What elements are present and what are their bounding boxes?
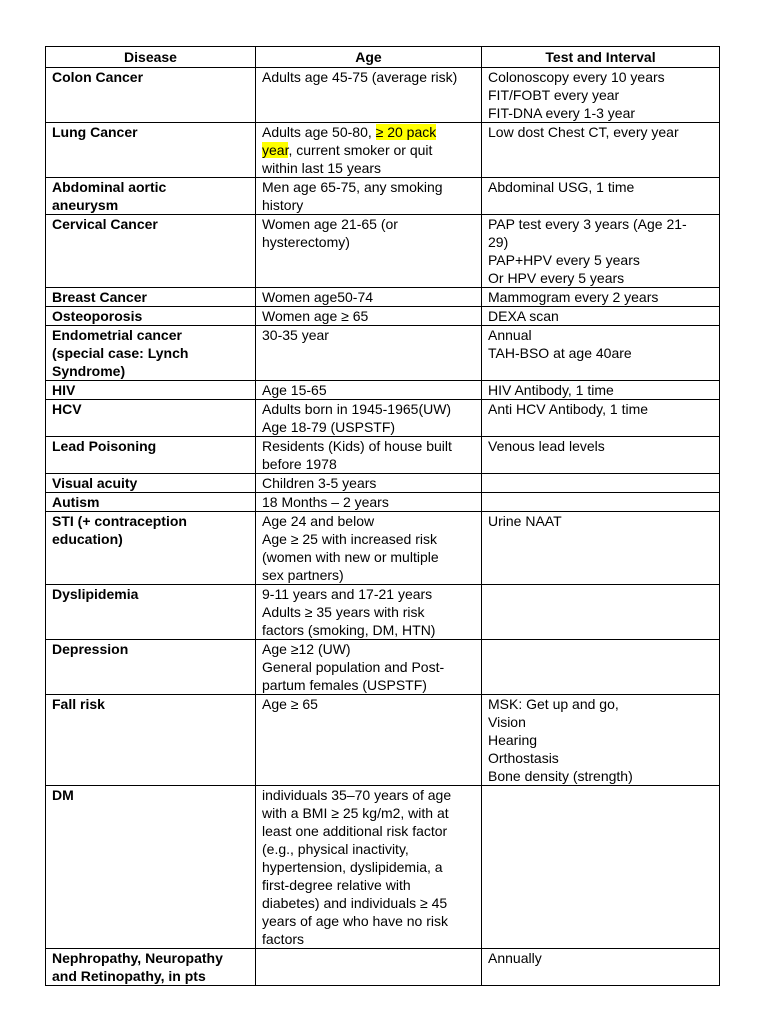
- disease-cell: [46, 215, 256, 288]
- cell-line: Dyslipidemia: [52, 586, 139, 602]
- disease-cell: [46, 68, 256, 123]
- cell-line: Osteoporosis: [52, 308, 143, 324]
- screening-table-container: [45, 46, 719, 986]
- age-cell: [256, 178, 482, 215]
- cell-line: individuals 35–70 years of age: [262, 787, 452, 803]
- age-cell: [256, 381, 482, 400]
- table-row: [46, 786, 720, 949]
- test-cell: [482, 326, 720, 381]
- table-row: [46, 307, 720, 326]
- cell-line: Venous lead levels: [488, 438, 605, 454]
- table-body: [46, 68, 720, 986]
- table-row: [46, 381, 720, 400]
- test-cell: [482, 640, 720, 695]
- table-row: [46, 474, 720, 493]
- test-cell: [482, 123, 720, 178]
- header-disease: Disease: [46, 47, 256, 68]
- cell-line: 29): [488, 234, 509, 250]
- cell-line: PAP test every 3 years (Age 21-: [488, 216, 687, 232]
- disease-cell: [46, 474, 256, 493]
- cell-line: Age 24 and below: [262, 513, 375, 529]
- cell-line: Age ≥ 25 with increased risk: [262, 531, 437, 547]
- cell-line: aneurysm: [52, 197, 119, 213]
- age-cell: [256, 512, 482, 585]
- cell-line: Fall risk: [52, 696, 105, 712]
- highlighted-text: ≥ 20 pack: [375, 124, 437, 140]
- test-cell: [482, 288, 720, 307]
- cell-line: 30-35 year: [262, 327, 329, 343]
- cell-line: Colonoscopy every 10 years: [488, 69, 665, 85]
- cell-line: Adults age 45-75 (average risk): [262, 69, 458, 85]
- age-cell: [256, 326, 482, 381]
- disease-cell: [46, 326, 256, 381]
- test-cell: [482, 695, 720, 786]
- highlighted-text: year: [262, 142, 289, 158]
- table-row: [46, 493, 720, 512]
- disease-cell: [46, 585, 256, 640]
- cell-line: HIV Antibody, 1 time: [488, 382, 614, 398]
- age-cell: [256, 123, 482, 178]
- cell-line: 9-11 years and 17-21 years: [262, 586, 433, 602]
- cell-line: Women age ≥ 65: [262, 308, 369, 324]
- test-cell: [482, 474, 720, 493]
- cell-line: STI (+ contraception: [52, 513, 187, 529]
- cell-line: PAP+HPV every 5 years: [488, 252, 640, 268]
- cell-line: [262, 123, 475, 141]
- disease-cell: [46, 400, 256, 437]
- cell-line: (women with new or multiple: [262, 549, 439, 565]
- cell-line: least one additional risk factor: [262, 823, 448, 839]
- cell-line: Residents (Kids) of house built: [262, 438, 452, 454]
- cell-line: first-degree relative with: [262, 877, 411, 893]
- table-row: [46, 400, 720, 437]
- cell-line: (e.g., physical inactivity,: [262, 841, 409, 857]
- cell-line: Abdominal USG, 1 time: [488, 179, 635, 195]
- cell-line: HIV: [52, 382, 76, 398]
- disease-cell: [46, 786, 256, 949]
- age-cell: [256, 400, 482, 437]
- table-row: [46, 512, 720, 585]
- age-text: , current smoker or quit: [288, 142, 433, 158]
- test-cell: [482, 381, 720, 400]
- age-cell: [256, 215, 482, 288]
- test-cell: [482, 437, 720, 474]
- age-cell: [256, 437, 482, 474]
- cell-line: Nephropathy, Neuropathy: [52, 950, 223, 966]
- age-cell: [256, 949, 482, 986]
- cell-line: HCV: [52, 401, 82, 417]
- cell-line: sex partners): [262, 567, 344, 583]
- table-row: [46, 640, 720, 695]
- age-cell: [256, 640, 482, 695]
- cell-line: Annual: [488, 327, 532, 343]
- cell-line: Visual acuity: [52, 475, 138, 491]
- test-cell: [482, 178, 720, 215]
- disease-cell: [46, 949, 256, 986]
- cell-line: Adults born in 1945-1965(UW): [262, 401, 452, 417]
- screening-table: [45, 46, 720, 986]
- age-cell: [256, 493, 482, 512]
- table-row: [46, 288, 720, 307]
- cell-line: years of age who have no risk: [262, 913, 448, 929]
- cell-line: Age 15-65: [262, 382, 327, 398]
- cell-line: Hearing: [488, 732, 538, 748]
- cell-line: factors (smoking, DM, HTN): [262, 622, 436, 638]
- test-cell: [482, 215, 720, 288]
- cell-line: Autism: [52, 494, 100, 510]
- test-cell: [482, 400, 720, 437]
- age-text: Adults age 50-80,: [262, 124, 376, 140]
- cell-line: hysterectomy): [262, 234, 350, 250]
- cell-line: Vision: [488, 714, 526, 730]
- cell-line: Age ≥12 (UW): [262, 641, 351, 657]
- cell-line: [262, 141, 475, 159]
- header-age: Age: [256, 47, 482, 68]
- disease-cell: [46, 381, 256, 400]
- age-cell: [256, 786, 482, 949]
- cell-line: education): [52, 531, 123, 547]
- cell-line: Or HPV every 5 years: [488, 270, 625, 286]
- cell-line: history: [262, 197, 304, 213]
- cell-line: hypertension, dyslipidemia, a: [262, 859, 443, 875]
- test-cell: [482, 786, 720, 949]
- cell-line: factors: [262, 931, 305, 947]
- cell-line: Women age 21-65 (or: [262, 216, 398, 232]
- cell-line: Age ≥ 65: [262, 696, 318, 712]
- cell-line: DM: [52, 787, 74, 803]
- age-cell: [256, 68, 482, 123]
- cell-line: Women age50-74: [262, 289, 374, 305]
- disease-cell: [46, 307, 256, 326]
- table-row: [46, 326, 720, 381]
- test-cell: [482, 512, 720, 585]
- test-cell: [482, 68, 720, 123]
- cell-line: Adults ≥ 35 years with risk: [262, 604, 425, 620]
- cell-line: Lead Poisoning: [52, 438, 157, 454]
- cell-line: TAH-BSO at age 40are: [488, 345, 632, 361]
- table-row: [46, 215, 720, 288]
- cell-line: before 1978: [262, 456, 337, 472]
- disease-cell: [46, 437, 256, 474]
- disease-cell: [46, 178, 256, 215]
- cell-line: Children 3-5 years: [262, 475, 377, 491]
- cell-line: Anti HCV Antibody, 1 time: [488, 401, 649, 417]
- cell-line: Urine NAAT: [488, 513, 562, 529]
- cell-line: Cervical Cancer: [52, 216, 158, 232]
- cell-line: with a BMI ≥ 25 kg/m2, with at: [262, 805, 449, 821]
- table-row: [46, 178, 720, 215]
- cell-line: DEXA scan: [488, 308, 559, 324]
- table-row: [46, 695, 720, 786]
- cell-line: Abdominal aortic: [52, 179, 167, 195]
- age-cell: [256, 288, 482, 307]
- age-cell: [256, 474, 482, 493]
- disease-cell: [46, 512, 256, 585]
- cell-line: FIT-DNA every 1-3 year: [488, 105, 636, 121]
- cell-line: Bone density (strength): [488, 768, 633, 784]
- cell-line: FIT/FOBT every year: [488, 87, 620, 103]
- age-cell: [256, 695, 482, 786]
- header-test: Test and Interval: [482, 47, 720, 68]
- cell-line: MSK: Get up and go,: [488, 696, 619, 712]
- table-row: [46, 585, 720, 640]
- cell-line: within last 15 years: [262, 160, 382, 176]
- cell-line: Endometrial cancer: [52, 327, 182, 343]
- table-row: [46, 949, 720, 986]
- cell-line: Colon Cancer: [52, 69, 144, 85]
- cell-line: Annually: [488, 950, 542, 966]
- cell-line: Mammogram every 2 years: [488, 289, 659, 305]
- disease-cell: [46, 123, 256, 178]
- disease-cell: [46, 640, 256, 695]
- cell-line: and Retinopathy, in pts: [52, 968, 206, 984]
- cell-line: Men age 65-75, any smoking: [262, 179, 443, 195]
- cell-line: Depression: [52, 641, 129, 657]
- cell-line: (special case: Lynch: [52, 345, 189, 361]
- test-cell: [482, 493, 720, 512]
- cell-line: Low dost Chest CT, every year: [488, 124, 679, 140]
- age-cell: [256, 307, 482, 326]
- test-cell: [482, 585, 720, 640]
- disease-cell: [46, 695, 256, 786]
- disease-cell: [46, 288, 256, 307]
- test-cell: [482, 307, 720, 326]
- cell-line: diabetes) and individuals ≥ 45: [262, 895, 448, 911]
- cell-line: 18 Months – 2 years: [262, 494, 389, 510]
- disease-cell: [46, 493, 256, 512]
- cell-line: General population and Post-: [262, 659, 445, 675]
- cell-line: Syndrome): [52, 363, 126, 379]
- age-cell: [256, 585, 482, 640]
- cell-line: Age 18-79 (USPSTF): [262, 419, 396, 435]
- table-row: [46, 123, 720, 178]
- header-row: [46, 47, 720, 68]
- cell-line: Orthostasis: [488, 750, 559, 766]
- cell-line: partum females (USPSTF): [262, 677, 427, 693]
- test-cell: [482, 949, 720, 986]
- cell-line: Lung Cancer: [52, 124, 138, 140]
- table-row: [46, 68, 720, 123]
- cell-line: Breast Cancer: [52, 289, 147, 305]
- table-row: [46, 437, 720, 474]
